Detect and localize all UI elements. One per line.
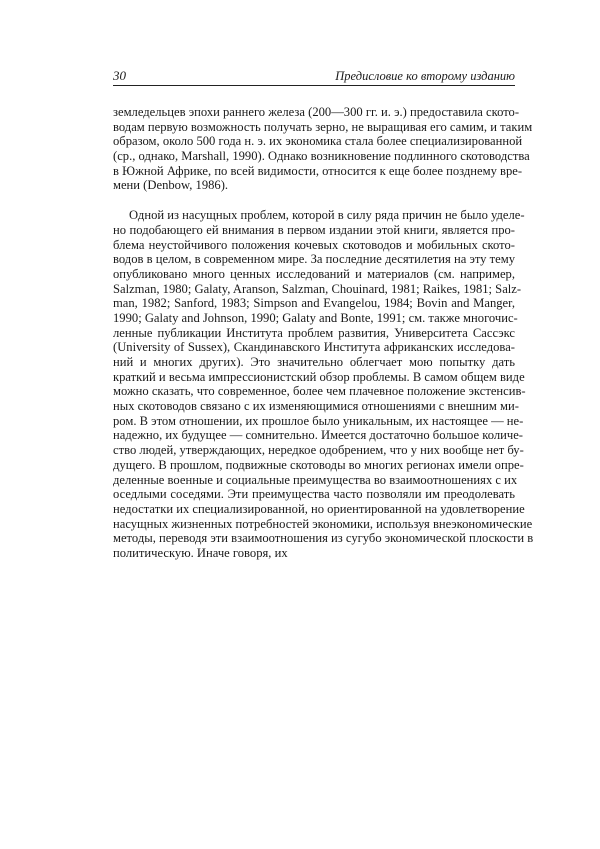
text-line: ром. В этом отношении, их прошлое было уникальным, их настоящее — не- <box>113 413 524 428</box>
text-line: мени (Denbow, 1986). <box>113 178 229 193</box>
body-text <box>113 105 534 561</box>
text-line: недостатки их специализированной, но ориентированной на удовлетворение <box>113 501 525 516</box>
text-line: Salzman, 1980; Galaty, Aranson, Salzman, Chouinard, 1981; Raikes, 1981; Salz- <box>113 281 522 296</box>
text-line: ных скотоводов связано с их изменяющимися отношениями с внешним ми- <box>113 399 519 414</box>
text-line: надежно, их будущее — сомнительно. Имеется достаточно большое количе- <box>113 428 523 443</box>
text-line: земледельцев эпохи раннего железа (200—300 гг. и. э.) предоставила ското- <box>113 105 520 119</box>
text-line: образом, около 500 года н. э. их экономика стала более специализированной <box>113 134 523 149</box>
text-line: опубликовано много ценных исследований и материалов (см. например, <box>113 266 515 281</box>
document-page <box>113 68 534 561</box>
text-line: ленные публикации Института проблем развития, Университета Сассэкс <box>113 325 515 340</box>
text-line: краткий и весьма импрессионистский обзор проблемы. В самом общем виде <box>113 369 525 384</box>
paragraph-1 <box>113 105 533 193</box>
text-line: водов в целом, в современном мире. За последние десятилетия на эту тему <box>113 252 515 267</box>
running-title: Предисловие ко второму изданию <box>335 69 515 83</box>
text-line: оседлыми соседями. Эти преимущества часто позволяли им преодолевать <box>113 487 515 502</box>
text-line: насущных жизненных потребностей экономики, используя внеэкономические <box>113 516 533 531</box>
text-line: Одной из насущных проблем, которой в силу ряда причин не было уделе- <box>129 208 525 223</box>
text-line: ство людей, утверждающих, нередкое одобрением, что у них вообще нет бу- <box>113 443 524 458</box>
text-line: но подобающего ей внимания в первом издании этой книги, является про- <box>113 222 515 237</box>
text-line: дущего. В прошлом, подвижные скотоводы во многих регионах имели опре- <box>113 457 524 472</box>
running-header <box>113 68 515 86</box>
text-line: блема неустойчивого положения кочевых скотоводов и мобильных ското- <box>113 237 515 252</box>
text-line: деленные военные и социальные преимущества во взаимоотношениях с их <box>113 472 518 487</box>
text-line: (University of Sussex), Скандинавского Института африканских исследова- <box>113 340 515 355</box>
text-line: в Южной Африке, по всей видимости, относится к еще более позднему вре- <box>113 163 523 178</box>
text-line: можно сказать, что современное, более чем плачевное положение экстенсив- <box>113 384 526 399</box>
text-line: (ср., однако, Marshall, 1990). Однако возникновение подлинного скотоводства <box>113 149 530 164</box>
paragraph-2 <box>113 208 534 561</box>
text-line: man, 1982; Sanford, 1983; Simpson and Evangelou, 1984; Bovin and Manger, <box>113 296 515 311</box>
text-line: водам первую возможность получать зерно, не выращивая его самим, и таким <box>113 119 533 134</box>
text-line: политическую. Иначе говоря, их <box>113 545 288 560</box>
page-number: 30 <box>113 68 126 83</box>
text-line: 1990; Galaty and Johnson, 1990; Galaty and Bonte, 1991; см. также многочис- <box>113 310 518 325</box>
text-line: методы, переводя эти взаимоотношения из сугубо экономической плоскости в <box>113 531 534 546</box>
text-line: ний и многих других). Это значительно облегчает мою попытку дать <box>113 355 515 369</box>
